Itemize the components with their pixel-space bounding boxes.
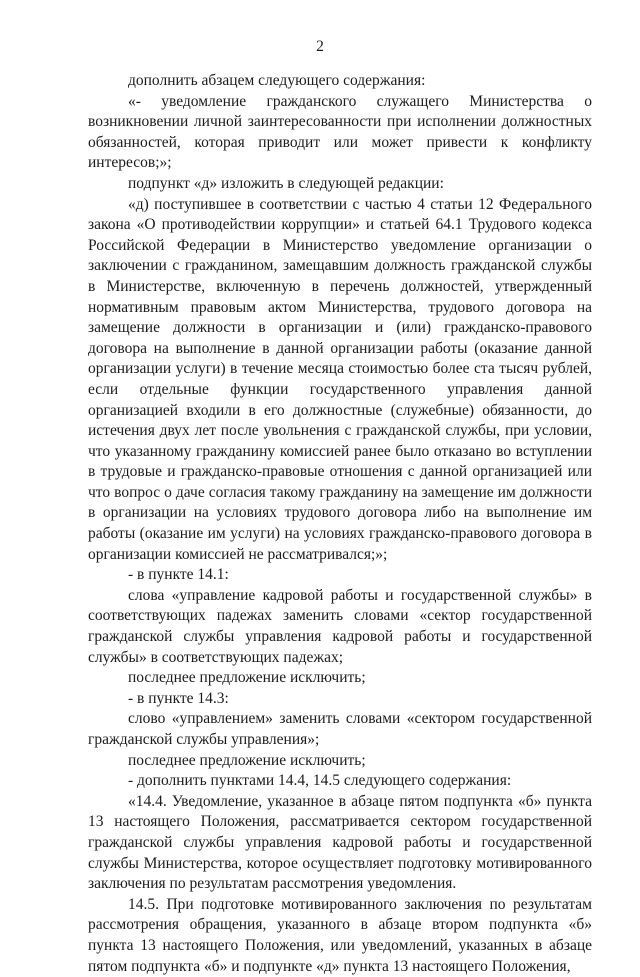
paragraph: - в пункте 14.1: [128, 566, 229, 584]
paragraph: последнее предложение исключить; [128, 751, 366, 769]
paragraph: слово «управлением» заменить словами «сектором государственной гражданской службы управления»; [88, 710, 592, 748]
paragraph: слова «управление кадровой работы и государственной службы» в соответствующих падежах заменить словами «сектор государственной гражданской службы управления кадровой работы и государственной службы» в соответствующих падежах; [88, 586, 592, 666]
paragraph: - дополнить пунктами 14.4, 14.5 следующего содержания: [128, 772, 512, 790]
paragraph: 14.5. При подготовке мотивированного заключения по результатам рассмотрения обращения, указанного в абзаце втором подпункта «б» пункта 13 настоящего Положения, или уведомлений, указанных в абзаце пятом подпункта «б» и подпункте «д» пункта 13 настоящего Положения, [88, 895, 592, 975]
paragraph: подпункт «д» изложить в следующей редакции: [128, 174, 444, 192]
paragraph: - в пункте 14.3: [128, 689, 229, 707]
paragraph: дополнить абзацем следующего содержания: [128, 72, 426, 89]
document-body [88, 71, 592, 977]
paragraph: «д) поступившее в соответствии с частью 4 статьи 12 Федерального закона «О противодействии коррупции» и статьей 64.1 Трудового кодекса Российской Федерации в Министерство уведомление организации о заключении с гражданином, замещавшим должность гражданской службы в Министерстве, включенную в перечень должностей, утвержденный нормативным правовым актом Министерства, трудового договора на замещение должности в организации и (или) гражданско-правового договора на выполнение в данной организации работы (оказание данной организации услуги) в течение месяца стоимостью более ста тысяч рублей, если отдельные функции государственного управления данной организацией входили в его должностные (служебные) обязанности, до истечения двух лет после увольнения с гражданской службы, при условии, что указанному гражданину комиссией ранее было отказано во вступлении в трудовые и гражданско-правовые отношения с данной организацией или что вопрос о даче согласия такому гражданину на замещение им должности в организации на условиях трудового договора либо на выполнение им работы (оказание им услуги) на условиях гражданско-правового договора в организации комиссией не рассматривался;»; [88, 195, 592, 563]
page-number: 2 [316, 38, 324, 55]
paragraph: «- уведомление гражданского служащего Министерства о возникновении личной заинтересованности при исполнении должностных обязанностей, которая приводит или может привести к конфликту интересов;»; [88, 92, 592, 172]
paragraph: последнее предложение исключить; [128, 669, 366, 687]
paragraph: «14.4. Уведомление, указанное в абзаце пятом подпункта «б» пункта 13 настоящего Положения, рассматривается сектором государственной гражданской службы управления кадровой работы и государственной службы Министерства, которое осуществляет подготовку мотивированного заключения по результатам рассмотрения уведомления. [88, 792, 592, 893]
